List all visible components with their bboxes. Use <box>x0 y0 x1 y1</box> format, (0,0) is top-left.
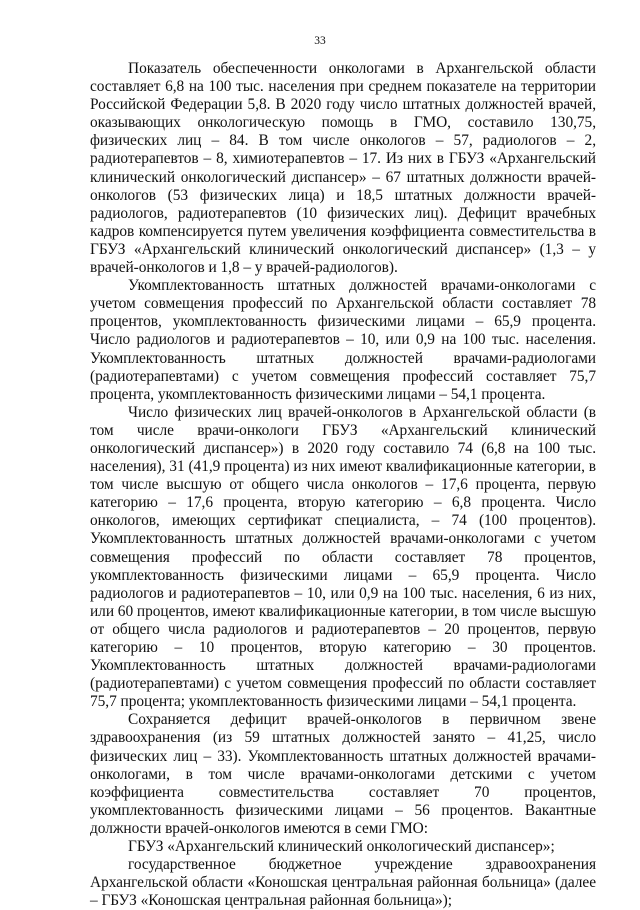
list-item-oncology-dispensary: ГБУЗ «Архангельский клинический онкологический диспансер»; <box>128 838 555 856</box>
paragraph-primary-care-deficit: Сохраняется дефицит врачей-онкологов в первичном звене здравоохранения (из 59 штатных должностей занято – 41,25, число физических лиц – 33). Укомплектованность штатных должностей врачами-онкологами, в том числе врачами-онкологами детскими с учетом коэффициента совместительства составляет 70 процентов, укомплектованность физическими лицами – 56 процентов. Вакантные должности врачей-онкологов имеются в семи ГМО: <box>90 711 596 837</box>
paragraph-staffing-level: Укомплектованность штатных должностей врачами-онкологами с учетом совмещения профессий по Архангельской области составляет 78 процентов, укомплектованность физическими лицами – 65,9 процента. Число радиологов и радиотерапевтов – 10, или 0,9 на 100 тыс. населения. Укомплектованность штатных должностей врачами-радиологами (радиотерапевтами) с учетом совмещения профессий составляет 75,7 процента, укомплектованность физическими лицами – 54,1 процента. <box>90 277 596 403</box>
body-text <box>90 60 596 910</box>
list-item-konosha-hospital: государственное бюджетное учреждение здравоохранения Архангельской области «Коношская центральная районная больница» (далее – ГБУЗ «Коношская центральная районная больница»); <box>90 856 596 910</box>
page-number: 33 <box>314 35 326 47</box>
paragraph-oncologist-qualifications: Число физических лиц врачей-онкологов в Архангельской области (в том числе врачи-онкологи ГБУЗ «Архангельский клинический онкологический диспансер») в 2020 году составило 74 (6,8 на 100 тыс. населения), 31 (41,9 процента) из них имеют квалификационные категории, в том числе высшую от общего числа онкологов – 17,6 процента, первую категорию – 17,6 процента, вторую категорию – 6,8 процента. Число онкологов, имеющих сертификат специалиста, – 74 (100 процентов). Укомплектованность штатных должностей врачами-онкологами с учетом совмещения профессий по области составляет 78 процентов, укомплектованность физическими лицами – 65,9 процента. Число радиологов и радиотерапевтов – 10, или 0,9 на 100 тыс. населения, 6 из них, или 60 процентов, имеют квалификационные категории, в том числе высшую от общего числа радиологов и радиотерапевтов – 20 процентов, первую категорию – 10 процентов, вторую категорию – 30 процентов. Укомплектованность штатных должностей врачами-радиологами (радиотерапевтами) с учетом совмещения профессий по области составляет 75,7 процента; укомплектованность физическими лицами – 54,1 процента. <box>90 403 596 711</box>
paragraph-oncologist-availability: Показатель обеспеченности онкологами в Архангельской области составляет 6,8 на 100 тыс. населения при среднем показателе на территории Российской Федерации 5,8. В 2020 году число штатных должностей врачей, оказывающих онкологическую помощь в ГМО, составило 130,75, физических лиц – 84. В том числе онкологов – 57, радиологов – 2, радиотерапевтов – 8, химиотерапевтов – 17. Из них в ГБУЗ «Архангельский клинический онкологический диспансер» – 67 штатных должности врачей-онкологов (53 физических лица) и 18,5 штатных должности врачей-радиологов, радиотерапевтов (10 физических лиц). Дефицит врачебных кадров компенсируется путем увеличения коэффициента совместительства в ГБУЗ «Архангельский клинический онкологический диспансер» (1,3 – у врачей-онкологов и 1,8 – у врачей-радиологов). <box>90 60 596 277</box>
